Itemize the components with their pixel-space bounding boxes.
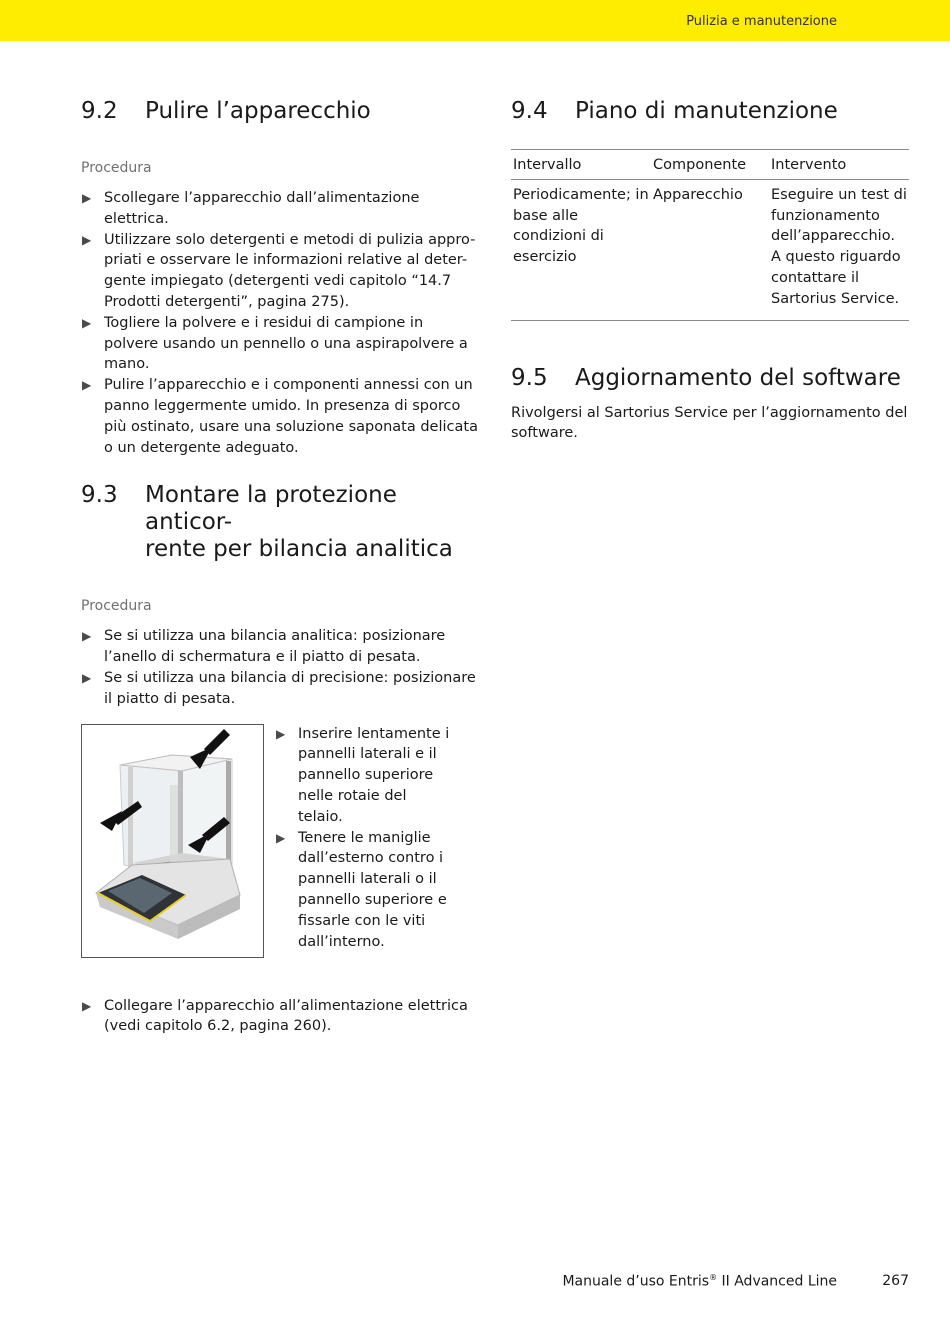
section-title: Pulizia e manutenzione <box>686 14 837 29</box>
software-update-text: Rivolgersi al Sartorius Service per l’aggiornamento del software. <box>511 404 908 442</box>
steps-9-3 <box>81 626 479 709</box>
heading-9-5 <box>511 365 909 392</box>
table-cell: Periodicamente; in base alle condizioni di esercizio <box>511 179 651 320</box>
maintenance-table <box>511 149 909 321</box>
heading-title-line: Montare la protezione anticor- <box>145 482 397 536</box>
heading-title-line: rente per bilancia analitica <box>145 536 453 563</box>
manual-title <box>562 1273 837 1290</box>
table-cell: Apparecchio <box>651 179 769 320</box>
heading-title: Piano di manutenzione <box>575 98 838 124</box>
step-item: ▶ Se si utilizza una bilancia analitica: posizionare l’anello di schermatura e il piatto di pesata. <box>81 626 479 668</box>
steps-9-2 <box>81 188 479 458</box>
table-row <box>511 179 909 320</box>
step-item: ▶ Tenere le maniglie dall’esterno contro i pannelli laterali o il pannello superiore e fissarle con le viti dall’interno. <box>275 828 450 953</box>
heading-9-4 <box>511 98 909 125</box>
heading-number: 9.3 <box>81 482 118 509</box>
step-item: ▶ Pulire l’apparecchio e i componenti annessi con un panno leggermente umido. In presenza di sporco più ostinato, usare una soluzione saponata delicata o un detergente adeguato. <box>81 375 479 458</box>
manual-name: Manuale d’uso Entris <box>562 1273 710 1290</box>
right-column <box>511 98 909 444</box>
table-header-row <box>511 150 909 180</box>
balance-illustration <box>81 724 264 958</box>
column-header: Intervallo <box>511 150 651 180</box>
heading-9-3 <box>81 482 479 563</box>
heading-number: 9.4 <box>511 98 548 124</box>
left-column <box>81 98 479 1037</box>
manual-edition: II Advanced Line <box>717 1273 837 1290</box>
procedure-label: Procedura <box>81 160 152 176</box>
heading-9-2 <box>81 98 479 125</box>
figure-block <box>81 724 479 986</box>
final-step <box>81 996 479 1038</box>
heading-title <box>145 482 479 563</box>
registered-mark: ® <box>709 1273 718 1282</box>
procedure-label: Procedura <box>81 598 152 615</box>
step-item: ▶ Se si utilizza una bilancia di precisione: posizionare il piatto di pesata. <box>81 668 479 710</box>
heading-number: 9.5 <box>511 364 548 391</box>
heading-title: Pulire l’apparecchio <box>145 98 371 124</box>
header-bar <box>0 0 950 41</box>
heading-number: 9.2 <box>81 98 118 124</box>
step-item: ▶ Inserire lentamente i pannelli laterali e il pannello superiore nelle rotaie del telaio. <box>275 724 450 828</box>
analytical-balance-image <box>82 725 263 957</box>
column-header: Intervento <box>769 150 909 180</box>
step-item: ▶ Scollegare l’apparecchio dall’alimentazione elettrica. <box>81 188 479 230</box>
table-cell: Eseguire un test di funzionamento dell’apparecchio. A questo riguardo contattare il Sartorius Service. <box>769 179 909 320</box>
heading-title: Aggiornamento del software <box>575 364 901 391</box>
column-header: Componente <box>651 150 769 180</box>
figure-steps <box>275 724 450 953</box>
step-item: ▶ Utilizzare solo detergenti e metodi di pulizia appro- priati e osservare le informazioni relative al deter- gente impiegato (detergenti vedi capitolo “14.7 Prodotti detergenti”, pagina 275). <box>81 230 479 313</box>
page-number: 267 <box>882 1273 909 1289</box>
step-item: ▶ Collegare l’apparecchio all’alimentazione elettrica (vedi capitolo 6.2, pagina 260). <box>81 996 479 1038</box>
step-item: ▶ Togliere la polvere e i residui di campione in polvere usando un pennello o una aspirapolvere a mano. <box>81 313 479 375</box>
